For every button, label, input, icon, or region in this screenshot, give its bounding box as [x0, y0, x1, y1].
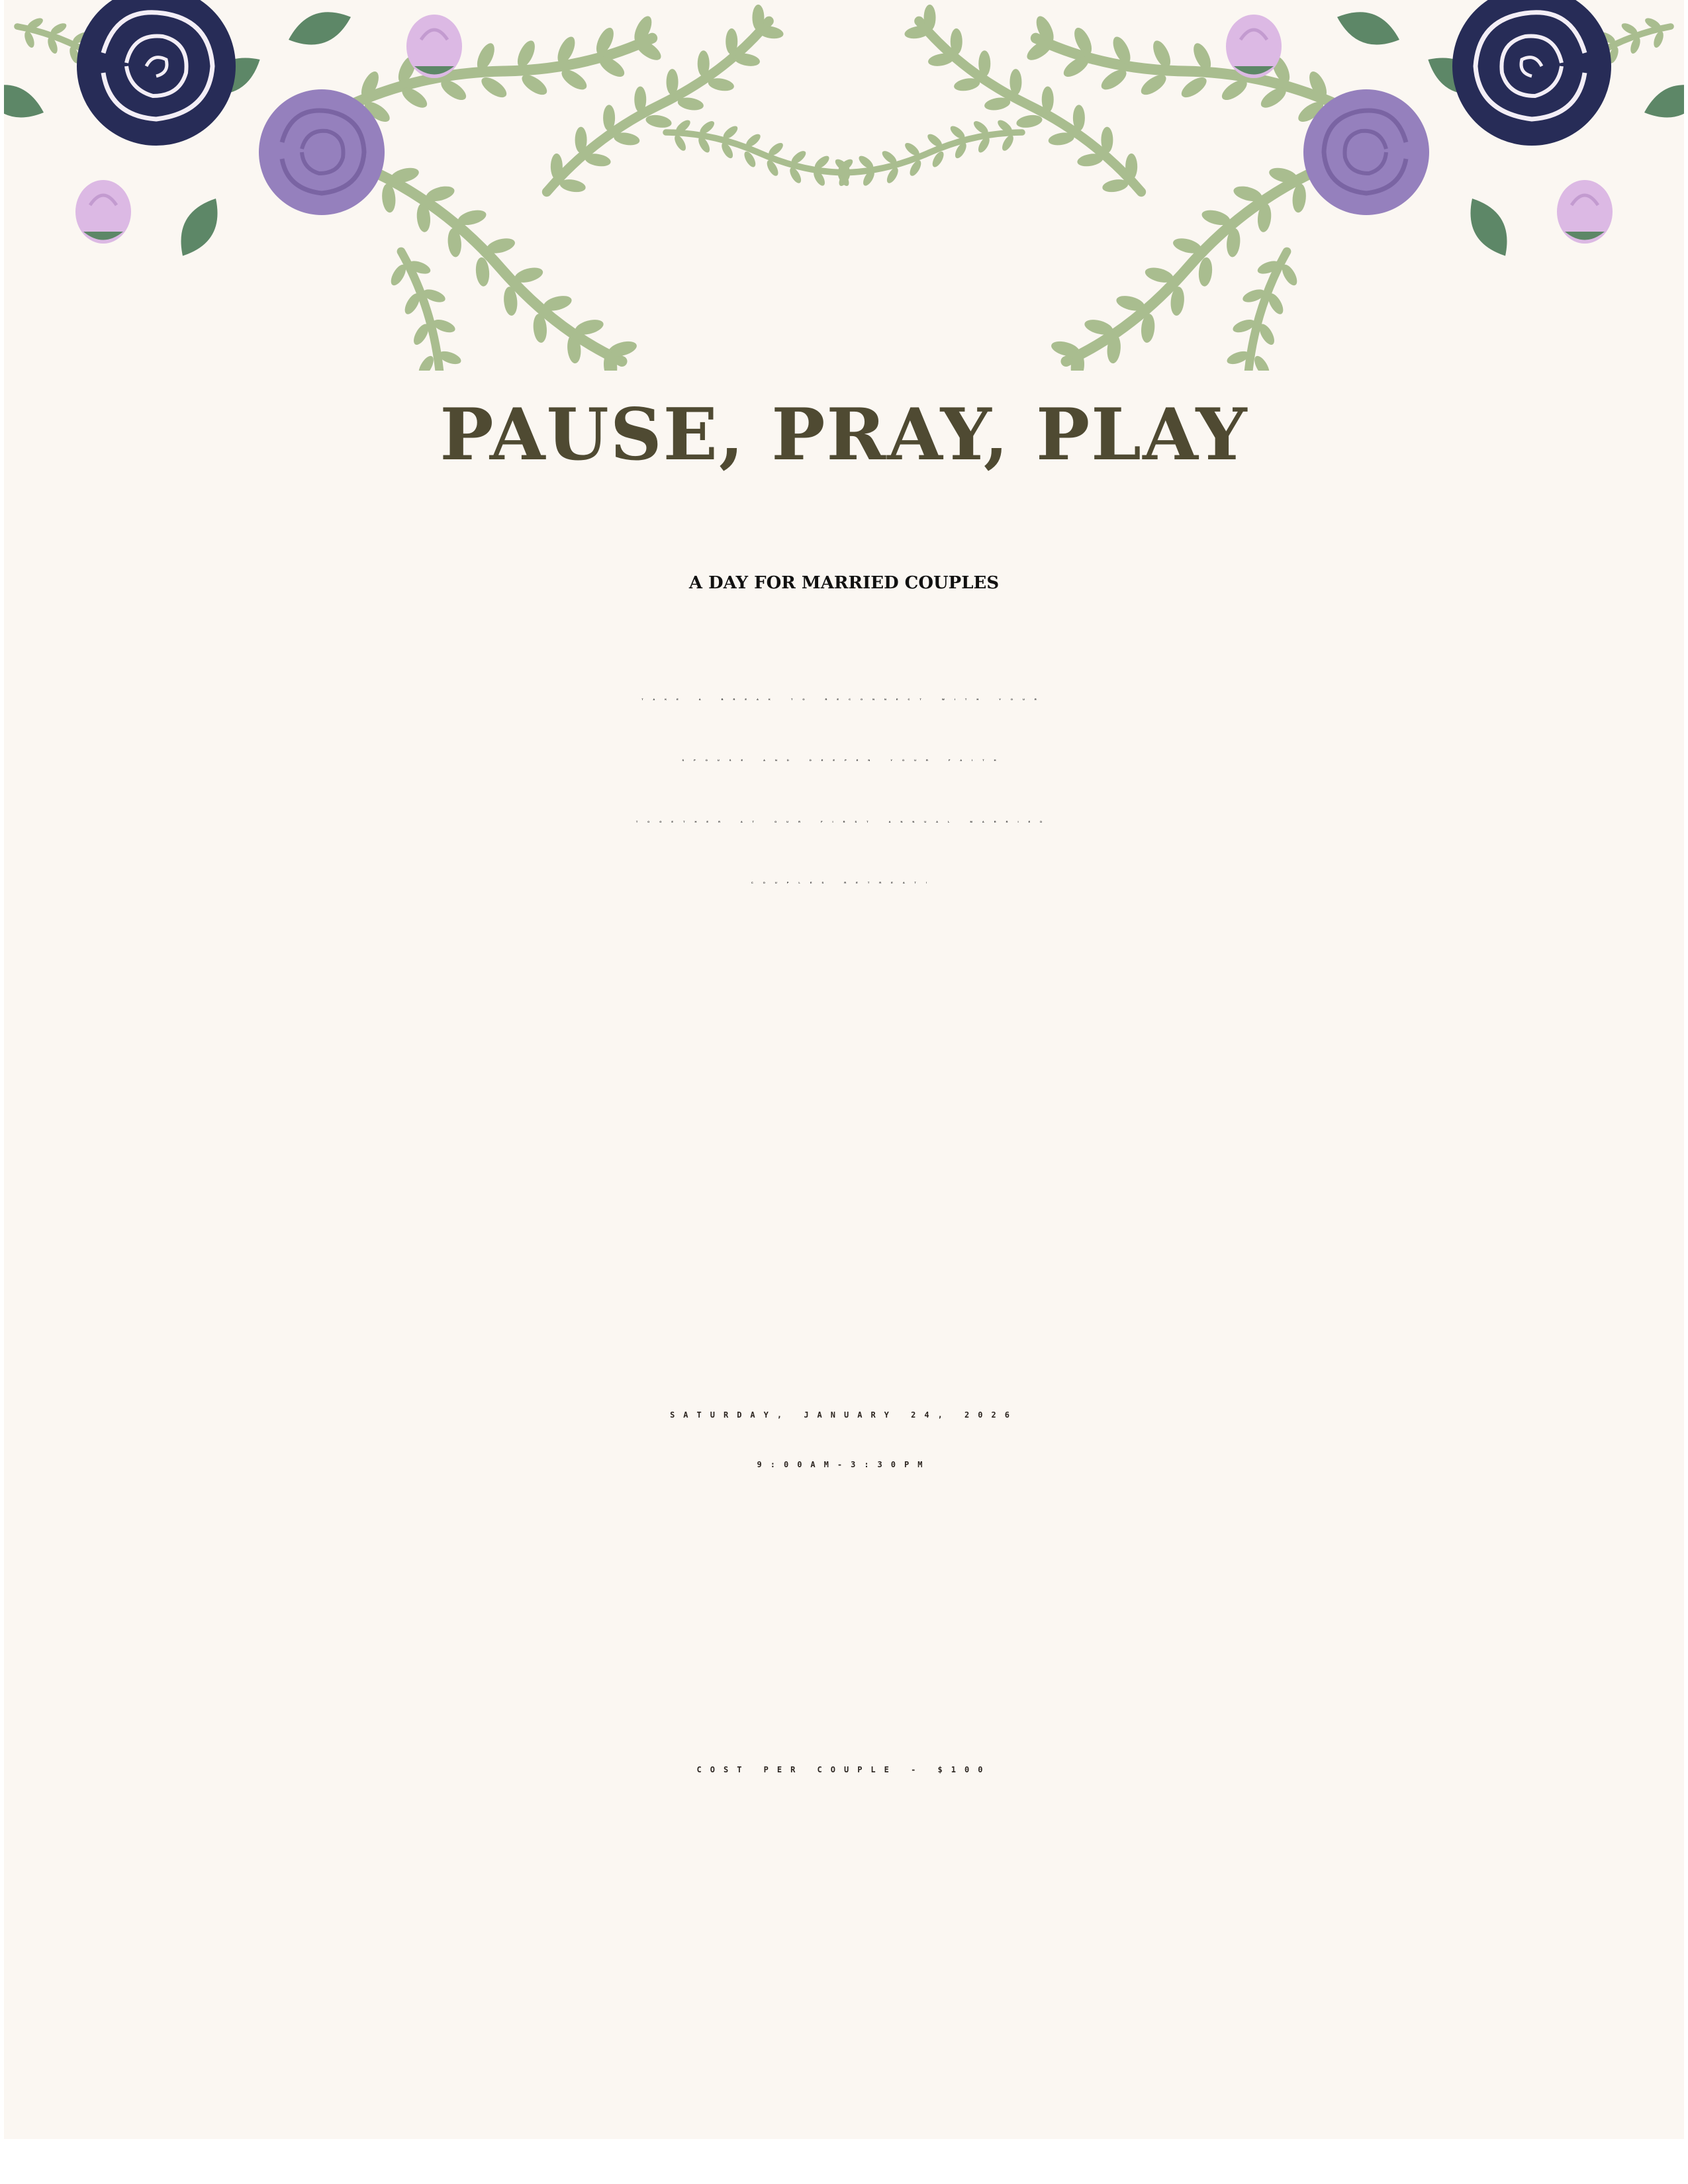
floral-garland-icon — [4, 0, 1684, 371]
cost-per-couple: COST PER COUPLE - $100 — [696, 1765, 992, 1774]
event-date: SATURDAY, JANUARY 24, 2026 — [670, 1410, 1018, 1420]
event-time: 9:00AM-3:30PM — [757, 1460, 931, 1469]
flyer-title: PAUSE, PRAY, PLAY — [440, 393, 1248, 477]
intro-line: COUPLES RETREAT! — [751, 881, 937, 884]
flyer-subtitle: A DAY FOR MARRIED COUPLES — [688, 573, 1000, 593]
flyer-page — [4, 0, 1684, 2139]
intro-line: TOGETHER AT OUR FIRST ANNUAL MARRIED — [635, 820, 1053, 823]
intro-line: SPOUSE AND DEEPEN YOUR FAITH — [682, 758, 1006, 762]
intro-line: TAKE A BREAK TO RECONNECT WITH YOUR — [641, 698, 1047, 701]
